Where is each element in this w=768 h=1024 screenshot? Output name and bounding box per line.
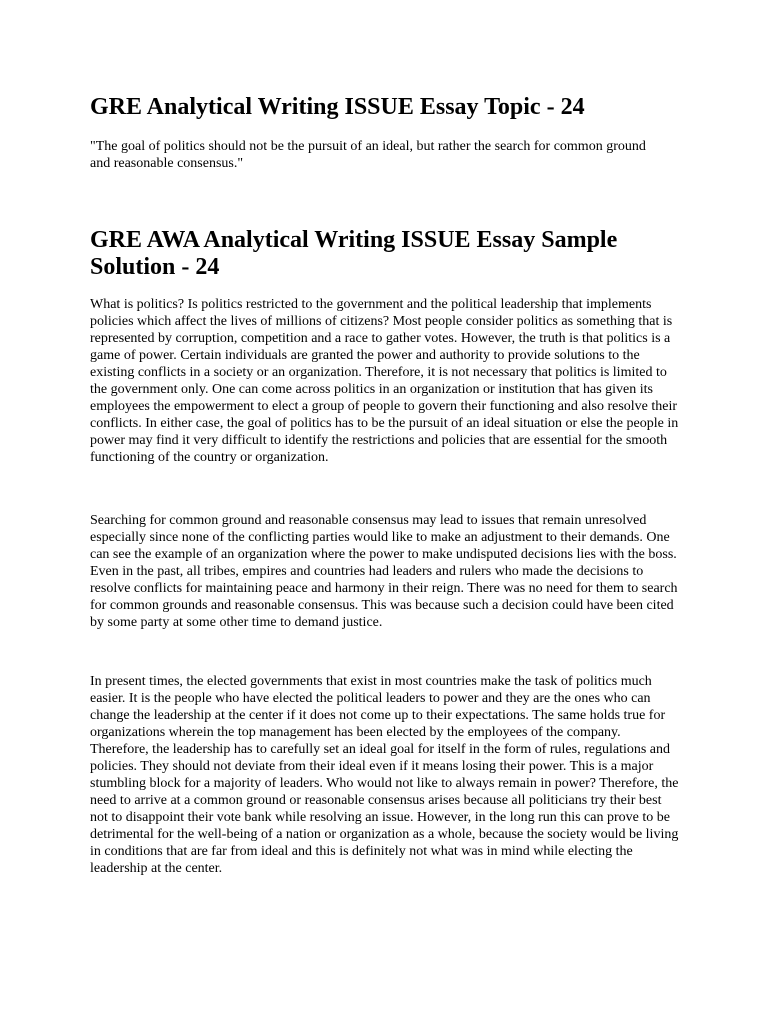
essay-paragraph-3: In present times, the elected governments that exist in most countries make the task of politics much easier. It is the people who have elected the political leaders to power and they are the ones who can change the leadership at the center if it does not come up to their expectations. The same holds true for organizations wherein the top management has been elected by the employees of the company. Therefore, the leadership has to carefully set an ideal goal for itself in the form of rules, regulations and policies. They should not deviate from their ideal even if it means losing their power. This is a major stumbling block for a majority of leaders. Who would not like to always remain in power? Therefore, the need to arrive at a common ground or reasonable consensus arises because all politicians try their best not to disappoint their vote bank while resolving an issue. However, in the long run this can prove to be detrimental for the well-being of a nation or organization as a whole, because the society would be living in conditions that are far from ideal and this is definitely not what was in mind while electing the leadership at the center. [90,674,679,876]
topic-quote: "The goal of politics should not be the pursuit of an ideal, but rather the search for common ground and reasonable consensus." [90,139,646,171]
essay-paragraph-2: Searching for common ground and reasonable consensus may lead to issues that remain unresolved especially since none of the conflicting parties would like to make an adjustment to their demands. One can see the example of an organization where the power to make undisputed decisions lies with the boss. Even in the past, all tribes, empires and countries had leaders and rulers who made the decisions to resolve conflicts for maintaining peace and harmony in their reign. There was no need for them to search for common grounds and reasonable consensus. This was because such a decision could have been cited by some party at some other time to demand justice. [90,513,678,630]
essay-paragraph-1: What is politics? Is politics restricted to the government and the political leadership that implements policies which affect the lives of millions of citizens? Most people consider politics as something that is represented by corruption, competition and a race to gather votes. However, the truth is that politics is a game of power. Certain individuals are granted the power and authority to provide solutions to the existing conflicts in a society or an organization. Therefore, it is not necessary that politics is limited to the government only. One can come across politics in an organization or institution that has given its employees the empowerment to elect a group of people to govern their functioning and also resolve their conflicts. In either case, the goal of politics has to be the pursuit of an ideal situation or else the people in power may find it very difficult to identify the restrictions and policies that are essential for the smooth functioning of the country or organization. [90,297,679,465]
solution-heading: GRE AWA Analytical Writing ISSUE Essay Sample Solution - 24 [90,227,618,280]
topic-heading: GRE Analytical Writing ISSUE Essay Topic - 24 [90,94,585,120]
